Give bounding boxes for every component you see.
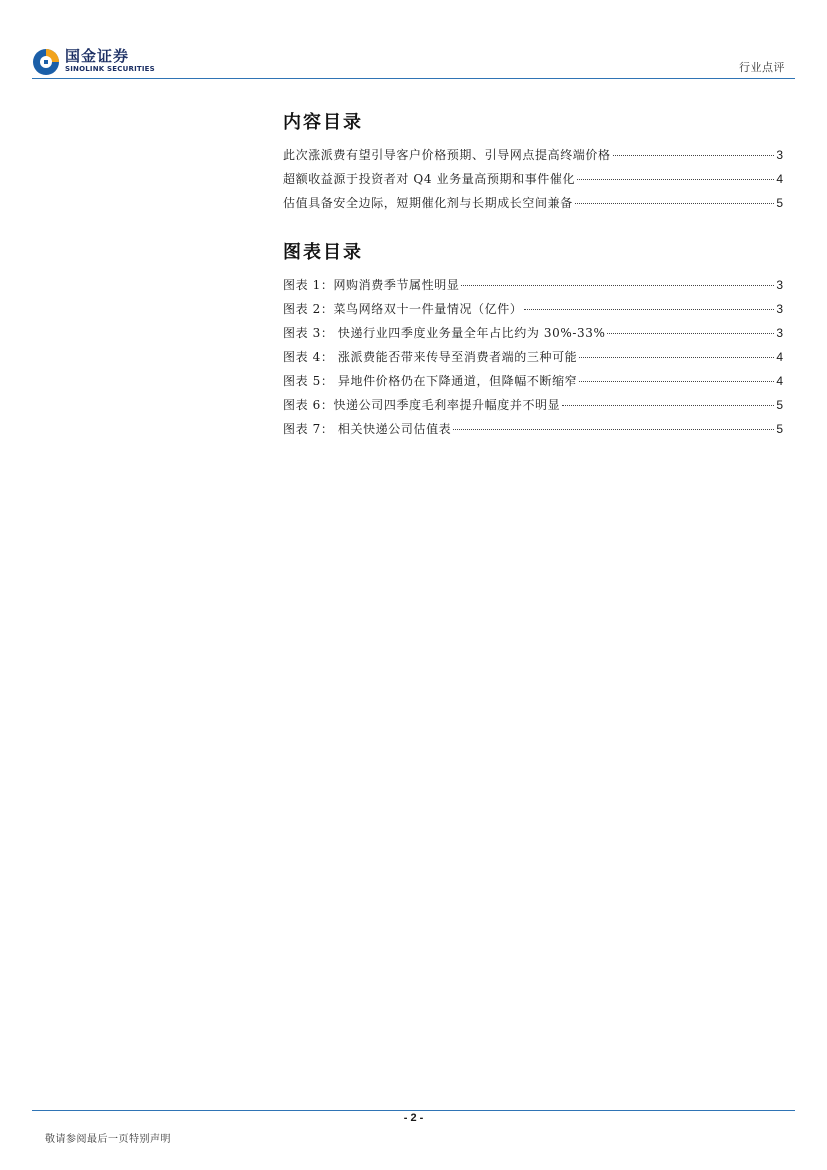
page-number: - 2 - bbox=[403, 1112, 424, 1124]
sinolink-logo-icon bbox=[32, 48, 60, 76]
toc-entry-page: 5 bbox=[776, 196, 783, 210]
figure-entry-text: 图表 6：快递公司四季度毛利率提升幅度并不明显 bbox=[283, 398, 561, 412]
figure-entry-text: 图表 4： 涨派费能否带来传导至消费者端的三种可能 bbox=[283, 350, 578, 364]
dot-leader bbox=[562, 405, 774, 406]
dot-leader bbox=[453, 429, 774, 430]
toc-entry[interactable] bbox=[283, 146, 783, 170]
toc-entry-text: 估值具备安全边际，短期催化剂与长期成长空间兼备 bbox=[283, 196, 573, 210]
figure-entry[interactable] bbox=[283, 300, 783, 324]
contents-section bbox=[283, 108, 783, 218]
dot-leader bbox=[575, 203, 775, 204]
toc-entry-text: 超额收益源于投资者对 Q4 业务量高预期和事件催化 bbox=[283, 172, 576, 186]
dot-leader bbox=[607, 333, 774, 334]
figure-entry-text: 图表 5： 异地件价格仍在下降通道，但降幅不断缩窄 bbox=[283, 374, 578, 388]
figure-entry[interactable] bbox=[283, 420, 783, 444]
figure-entry-page: 5 bbox=[776, 398, 783, 412]
toc-entry[interactable] bbox=[283, 194, 783, 218]
figure-entry-text: 图表 3： 快递行业四季度业务量全年占比约为 30%-33% bbox=[283, 326, 606, 340]
figure-entry[interactable] bbox=[283, 372, 783, 396]
disclaimer-text: 敬请参阅最后一页特别声明 bbox=[45, 1134, 171, 1145]
figures-section bbox=[283, 238, 783, 444]
figure-entry-text: 图表 1：网购消费季节属性明显 bbox=[283, 278, 460, 292]
dot-leader bbox=[461, 285, 774, 286]
figure-entry-text: 图表 7： 相关快递公司估值表 bbox=[283, 422, 452, 436]
footer-divider bbox=[32, 1110, 795, 1111]
figure-entry[interactable] bbox=[283, 348, 783, 372]
toc-entry-page: 4 bbox=[776, 172, 783, 186]
dot-leader bbox=[524, 309, 774, 310]
figure-entry-page: 4 bbox=[776, 350, 783, 364]
contents-title: 内容目录 bbox=[283, 112, 363, 133]
figure-entry[interactable] bbox=[283, 396, 783, 420]
dot-leader bbox=[579, 381, 774, 382]
toc-entry-page: 3 bbox=[776, 148, 783, 162]
logo-english-name: SINOLINK SECURITIES bbox=[65, 65, 155, 73]
document-type-label: 行业点评 bbox=[739, 61, 785, 74]
toc-entry-text: 此次涨派费有望引导客户价格预期、引导网点提高终端价格 bbox=[283, 148, 611, 162]
toc-entry[interactable] bbox=[283, 170, 783, 194]
logo-chinese-name: 国金证券 bbox=[65, 47, 130, 65]
figure-entry-page: 5 bbox=[776, 422, 783, 436]
figure-entry-page: 3 bbox=[776, 278, 783, 292]
figure-entry-text: 图表 2：菜鸟网络双十一件量情况（亿件） bbox=[283, 302, 523, 316]
figures-title: 图表目录 bbox=[283, 242, 363, 263]
figure-entry[interactable] bbox=[283, 324, 783, 348]
figure-entry-page: 3 bbox=[776, 326, 783, 340]
dot-leader bbox=[613, 155, 775, 156]
dot-leader bbox=[579, 357, 774, 358]
figure-entry[interactable] bbox=[283, 276, 783, 300]
header-divider bbox=[32, 78, 795, 79]
page-header bbox=[0, 0, 827, 82]
figure-entry-page: 3 bbox=[776, 302, 783, 316]
dot-leader bbox=[577, 179, 774, 180]
figure-entry-page: 4 bbox=[776, 374, 783, 388]
